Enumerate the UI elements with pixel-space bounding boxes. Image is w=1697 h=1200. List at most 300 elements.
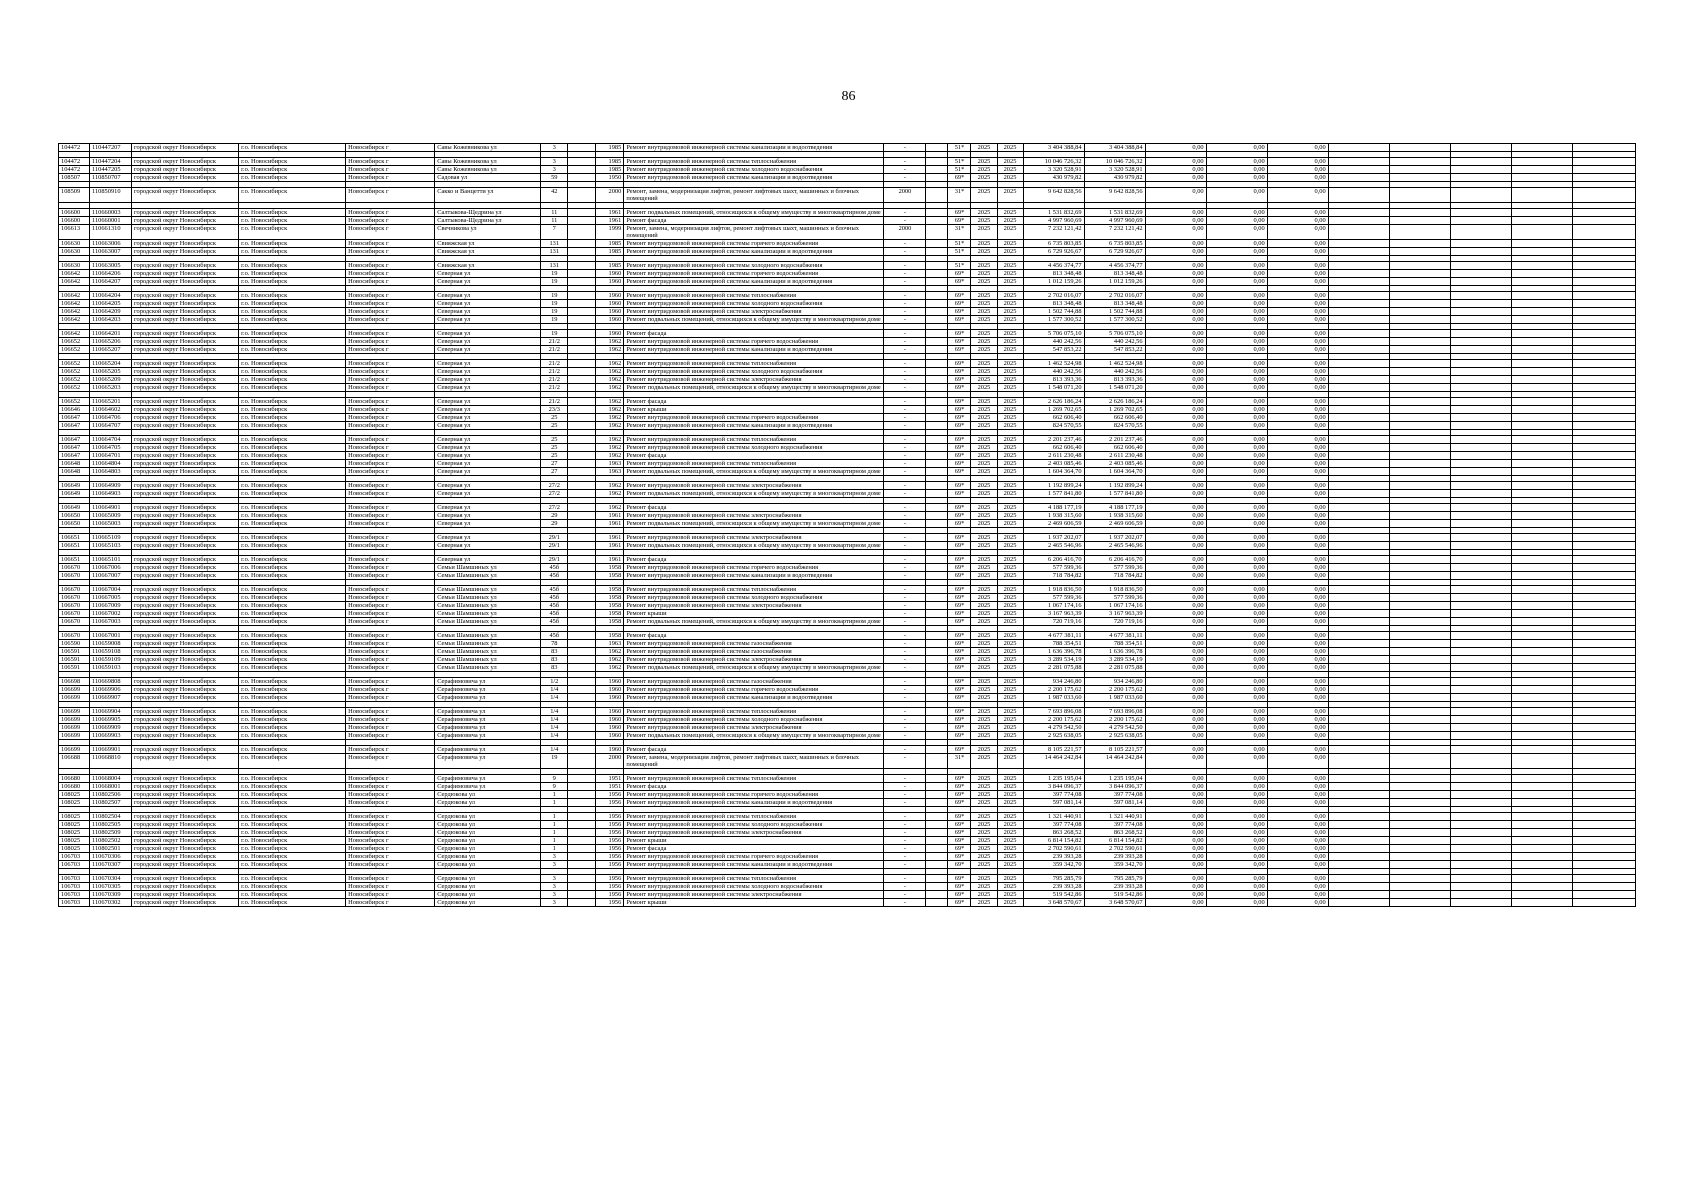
- federal-funds-cell: 0,00: [1145, 444, 1206, 452]
- empty-cell: [568, 594, 596, 602]
- house-id-cell: 106703: [59, 883, 90, 891]
- house-number-cell: 83: [541, 664, 568, 672]
- plan-start-year-cell: 2025: [971, 217, 997, 225]
- municipality-cell: городской округ Новосибирск: [132, 248, 239, 256]
- house-id-cell: 106591: [59, 656, 90, 664]
- federal-funds-cell: 0,00: [1145, 217, 1206, 225]
- federal-funds-cell: 0,00: [1145, 460, 1206, 468]
- empty-cell: [1450, 799, 1511, 807]
- work-type-cell: Ремонт подвальных помещений, относящихся к общему имуществу в многоквартирном доме: [624, 618, 884, 626]
- settlement-cell: г.о. Новосибирск: [239, 572, 346, 580]
- wear-percent-cell: 69*: [948, 209, 971, 217]
- total-cost-cell: 239 393,28: [1023, 853, 1084, 861]
- lift-year-cell: -: [884, 678, 926, 686]
- local-funds-cell: 0,00: [1267, 724, 1328, 732]
- total-cost-cell: 7 693 896,08: [1023, 708, 1084, 716]
- empty-cell: [1328, 398, 1389, 406]
- municipality-cell: городской округ Новосибирск: [132, 460, 239, 468]
- street-cell: Северная ул: [435, 308, 541, 316]
- empty-cell: [1511, 278, 1572, 286]
- build-year-cell: 1956: [596, 813, 624, 821]
- table-row: [59, 188, 1636, 203]
- municipality-cell: городской округ Новосибирск: [132, 678, 239, 686]
- empty-cell: [568, 278, 596, 286]
- plan-start-year-cell: 2025: [971, 452, 997, 460]
- empty-cell: [1511, 602, 1572, 610]
- local-funds-cell: 0,00: [1267, 845, 1328, 853]
- plan-end-year-cell: 2025: [997, 512, 1023, 520]
- empty-cell: [1572, 586, 1635, 594]
- wear-percent-cell: 51*: [948, 240, 971, 248]
- lift-year-cell: -: [884, 594, 926, 602]
- local-funds-cell: 0,00: [1267, 708, 1328, 716]
- federal-funds-cell: 0,00: [1145, 300, 1206, 308]
- empty-cell: [568, 542, 596, 550]
- budget-cost-cell: 10 046 726,32: [1084, 158, 1145, 166]
- empty-cell: [926, 648, 948, 656]
- empty-cell: [926, 316, 948, 324]
- settlement-cell: г.о. Новосибирск: [239, 468, 346, 476]
- house-id-cell: 108025: [59, 829, 90, 837]
- federal-funds-cell: 0,00: [1145, 542, 1206, 550]
- table-row: [59, 482, 1636, 490]
- municipality-cell: городской округ Новосибирск: [132, 436, 239, 444]
- regional-funds-cell: 0,00: [1206, 708, 1267, 716]
- empty-cell: [568, 292, 596, 300]
- street-cell: Семьи Шамшиных ул: [435, 564, 541, 572]
- house-id-cell: 108025: [59, 799, 90, 807]
- table-row: [59, 270, 1636, 278]
- plan-end-year-cell: 2025: [997, 384, 1023, 392]
- regional-funds-cell: 0,00: [1206, 330, 1267, 338]
- regional-funds-cell: 0,00: [1206, 861, 1267, 869]
- municipality-cell: городской округ Новосибирск: [132, 821, 239, 829]
- build-year-cell: 1956: [596, 799, 624, 807]
- wear-percent-cell: 69*: [948, 708, 971, 716]
- house-id-cell: 106688: [59, 754, 90, 769]
- municipality-cell: городской округ Новосибирск: [132, 225, 239, 240]
- empty-cell: [1450, 853, 1511, 861]
- budget-cost-cell: 6 814 154,82: [1084, 837, 1145, 845]
- table-row: [59, 899, 1636, 907]
- build-year-cell: 1960: [596, 708, 624, 716]
- municipality-cell: городской округ Новосибирск: [132, 482, 239, 490]
- federal-funds-cell: 0,00: [1145, 225, 1206, 240]
- table-row: [59, 664, 1636, 672]
- empty-cell: [1389, 270, 1450, 278]
- work-code-cell: 110667002: [90, 610, 132, 618]
- build-year-cell: 1960: [596, 694, 624, 702]
- wear-percent-cell: 69*: [948, 270, 971, 278]
- house-id-cell: 106647: [59, 422, 90, 430]
- empty-cell: [1511, 490, 1572, 498]
- budget-cost-cell: 6 729 926,67: [1084, 248, 1145, 256]
- federal-funds-cell: 0,00: [1145, 648, 1206, 656]
- city-cell: Новосибирск г: [346, 837, 435, 845]
- house-id-cell: 106650: [59, 520, 90, 528]
- empty-cell: [1511, 166, 1572, 174]
- municipality-cell: городской округ Новосибирск: [132, 368, 239, 376]
- empty-cell: [568, 444, 596, 452]
- empty-cell: [926, 158, 948, 166]
- plan-start-year-cell: 2025: [971, 248, 997, 256]
- work-type-cell: Ремонт внутридомовой инженерной системы холодного водоснабжения: [624, 262, 884, 270]
- house-number-cell: 45б: [541, 594, 568, 602]
- build-year-cell: 1956: [596, 899, 624, 907]
- empty-cell: [1511, 618, 1572, 626]
- city-cell: Новосибирск г: [346, 678, 435, 686]
- regional-funds-cell: 0,00: [1206, 166, 1267, 174]
- total-cost-cell: 1 321 440,91: [1023, 813, 1084, 821]
- regional-funds-cell: 0,00: [1206, 845, 1267, 853]
- budget-cost-cell: 547 853,22: [1084, 346, 1145, 354]
- table-row: [59, 542, 1636, 550]
- empty-cell: [1389, 217, 1450, 225]
- empty-cell: [926, 640, 948, 648]
- regional-funds-cell: 0,00: [1206, 217, 1267, 225]
- wear-percent-cell: 69*: [948, 217, 971, 225]
- total-cost-cell: 824 570,55: [1023, 422, 1084, 430]
- street-cell: Северная ул: [435, 460, 541, 468]
- table-row: [59, 678, 1636, 686]
- empty-cell: [1572, 452, 1635, 460]
- total-cost-cell: 7 232 121,42: [1023, 225, 1084, 240]
- street-cell: Сердюкова ул: [435, 829, 541, 837]
- empty-cell: [1511, 444, 1572, 452]
- empty-cell: [926, 174, 948, 182]
- empty-cell: [568, 640, 596, 648]
- work-type-cell: Ремонт внутридомовой инженерной системы электроснабжения: [624, 512, 884, 520]
- city-cell: Новосибирск г: [346, 586, 435, 594]
- federal-funds-cell: 0,00: [1145, 384, 1206, 392]
- budget-cost-cell: 1 548 071,20: [1084, 384, 1145, 392]
- local-funds-cell: 0,00: [1267, 188, 1328, 203]
- empty-cell: [1572, 875, 1635, 883]
- house-number-cell: 27/2: [541, 482, 568, 490]
- plan-start-year-cell: 2025: [971, 262, 997, 270]
- empty-cell: [1572, 783, 1635, 791]
- federal-funds-cell: 0,00: [1145, 144, 1206, 152]
- work-type-cell: Ремонт внутридомовой инженерной системы электроснабжения: [624, 308, 884, 316]
- budget-cost-cell: 597 081,14: [1084, 799, 1145, 807]
- plan-end-year-cell: 2025: [997, 422, 1023, 430]
- empty-cell: [568, 368, 596, 376]
- empty-cell: [1450, 632, 1511, 640]
- regional-funds-cell: 0,00: [1206, 732, 1267, 740]
- empty-cell: [1511, 482, 1572, 490]
- plan-start-year-cell: 2025: [971, 436, 997, 444]
- street-cell: Серафимовича ул: [435, 724, 541, 732]
- table-row: [59, 875, 1636, 883]
- house-id-cell: 106652: [59, 376, 90, 384]
- city-cell: Новосибирск г: [346, 270, 435, 278]
- empty-cell: [1328, 534, 1389, 542]
- wear-percent-cell: 69*: [948, 891, 971, 899]
- empty-cell: [1572, 188, 1635, 203]
- budget-cost-cell: 6 206 416,70: [1084, 556, 1145, 564]
- total-cost-cell: 6 206 416,70: [1023, 556, 1084, 564]
- plan-start-year-cell: 2025: [971, 853, 997, 861]
- table-row: [59, 821, 1636, 829]
- settlement-cell: г.о. Новосибирск: [239, 422, 346, 430]
- house-id-cell: 106699: [59, 732, 90, 740]
- house-id-cell: 108509: [59, 188, 90, 203]
- empty-cell: [1328, 678, 1389, 686]
- plan-end-year-cell: 2025: [997, 504, 1023, 512]
- work-code-cell: 110802506: [90, 791, 132, 799]
- empty-cell: [926, 594, 948, 602]
- lift-year-cell: -: [884, 316, 926, 324]
- empty-cell: [926, 556, 948, 564]
- empty-cell: [1511, 308, 1572, 316]
- empty-cell: [1389, 542, 1450, 550]
- municipality-cell: городской округ Новосибирск: [132, 791, 239, 799]
- work-code-cell: 110670307: [90, 861, 132, 869]
- settlement-cell: г.о. Новосибирск: [239, 460, 346, 468]
- work-type-cell: Ремонт внутридомовой инженерной системы холодного водоснабжения: [624, 821, 884, 829]
- settlement-cell: г.о. Новосибирск: [239, 188, 346, 203]
- work-type-cell: Ремонт внутридомовой инженерной системы канализации и водоотведения: [624, 346, 884, 354]
- local-funds-cell: 0,00: [1267, 678, 1328, 686]
- build-year-cell: 1958: [596, 610, 624, 618]
- empty-cell: [926, 520, 948, 528]
- empty-cell: [1389, 732, 1450, 740]
- city-cell: Новосибирск г: [346, 308, 435, 316]
- federal-funds-cell: 0,00: [1145, 586, 1206, 594]
- municipality-cell: городской округ Новосибирск: [132, 406, 239, 414]
- wear-percent-cell: 69*: [948, 520, 971, 528]
- empty-cell: [1572, 754, 1635, 769]
- work-type-cell: Ремонт внутридомовой инженерной системы теплоснабжения: [624, 436, 884, 444]
- empty-cell: [926, 225, 948, 240]
- municipality-cell: городской округ Новосибирск: [132, 384, 239, 392]
- wear-percent-cell: 69*: [948, 360, 971, 368]
- house-id-cell: 106703: [59, 891, 90, 899]
- empty-cell: [1328, 861, 1389, 869]
- work-type-cell: Ремонт подвальных помещений, относящихся к общему имуществу в многоквартирном доме: [624, 520, 884, 528]
- empty-cell: [926, 217, 948, 225]
- wear-percent-cell: 69*: [948, 724, 971, 732]
- empty-cell: [1450, 829, 1511, 837]
- empty-cell: [568, 754, 596, 769]
- budget-cost-cell: 440 242,56: [1084, 338, 1145, 346]
- plan-start-year-cell: 2025: [971, 278, 997, 286]
- empty-cell: [926, 452, 948, 460]
- work-code-cell: 110665109: [90, 534, 132, 542]
- street-cell: Савы Кожевникова ул: [435, 144, 541, 152]
- plan-end-year-cell: 2025: [997, 732, 1023, 740]
- house-number-cell: 29/1: [541, 542, 568, 550]
- work-code-cell: 110664707: [90, 422, 132, 430]
- empty-cell: [1450, 694, 1511, 702]
- local-funds-cell: 0,00: [1267, 754, 1328, 769]
- empty-cell: [1450, 225, 1511, 240]
- empty-cell: [926, 308, 948, 316]
- local-funds-cell: 0,00: [1267, 783, 1328, 791]
- empty-cell: [1572, 166, 1635, 174]
- house-id-cell: 106698: [59, 678, 90, 686]
- empty-cell: [1328, 837, 1389, 845]
- federal-funds-cell: 0,00: [1145, 158, 1206, 166]
- plan-end-year-cell: 2025: [997, 861, 1023, 869]
- plan-end-year-cell: 2025: [997, 376, 1023, 384]
- local-funds-cell: 0,00: [1267, 460, 1328, 468]
- plan-start-year-cell: 2025: [971, 384, 997, 392]
- empty-cell: [568, 883, 596, 891]
- work-type-cell: Ремонт подвальных помещений, относящихся к общему имуществу в многоквартирном доме: [624, 468, 884, 476]
- wear-percent-cell: 69*: [948, 813, 971, 821]
- regional-funds-cell: 0,00: [1206, 534, 1267, 542]
- budget-cost-cell: 2 611 230,48: [1084, 452, 1145, 460]
- regional-funds-cell: 0,00: [1206, 891, 1267, 899]
- build-year-cell: 1961: [596, 209, 624, 217]
- plan-end-year-cell: 2025: [997, 209, 1023, 217]
- total-cost-cell: 1 938 315,60: [1023, 512, 1084, 520]
- empty-cell: [1511, 158, 1572, 166]
- street-cell: Северная ул: [435, 482, 541, 490]
- regional-funds-cell: 0,00: [1206, 338, 1267, 346]
- federal-funds-cell: 0,00: [1145, 512, 1206, 520]
- street-cell: Семьи Шамшиных ул: [435, 656, 541, 664]
- empty-cell: [1389, 572, 1450, 580]
- table-row: [59, 783, 1636, 791]
- plan-end-year-cell: 2025: [997, 436, 1023, 444]
- empty-cell: [1389, 209, 1450, 217]
- work-code-cell: 110669901: [90, 746, 132, 754]
- street-cell: Семьи Шамшиных ул: [435, 610, 541, 618]
- plan-end-year-cell: 2025: [997, 875, 1023, 883]
- total-cost-cell: 1 548 071,20: [1023, 384, 1084, 392]
- empty-cell: [568, 512, 596, 520]
- empty-cell: [926, 542, 948, 550]
- budget-cost-cell: 7 232 121,42: [1084, 225, 1145, 240]
- federal-funds-cell: 0,00: [1145, 482, 1206, 490]
- table-row: [59, 732, 1636, 740]
- empty-cell: [568, 330, 596, 338]
- empty-cell: [1511, 468, 1572, 476]
- regional-funds-cell: 0,00: [1206, 586, 1267, 594]
- plan-end-year-cell: 2025: [997, 248, 1023, 256]
- plan-start-year-cell: 2025: [971, 460, 997, 468]
- street-cell: Северная ул: [435, 468, 541, 476]
- work-type-cell: Ремонт внутридомовой инженерной системы холодного водоснабжения: [624, 883, 884, 891]
- table-row: [59, 656, 1636, 664]
- work-type-cell: Ремонт внутридомовой инженерной системы канализации и водоотведения: [624, 799, 884, 807]
- lift-year-cell: -: [884, 452, 926, 460]
- build-year-cell: 1961: [596, 217, 624, 225]
- settlement-cell: г.о. Новосибирск: [239, 829, 346, 837]
- empty-cell: [1572, 775, 1635, 783]
- house-id-cell: 108025: [59, 845, 90, 853]
- street-cell: Сердюкова ул: [435, 845, 541, 853]
- budget-cost-cell: 14 464 242,84: [1084, 754, 1145, 769]
- table-row: [59, 724, 1636, 732]
- plan-end-year-cell: 2025: [997, 270, 1023, 278]
- empty-cell: [1511, 746, 1572, 754]
- total-cost-cell: 813 348,48: [1023, 300, 1084, 308]
- local-funds-cell: 0,00: [1267, 452, 1328, 460]
- empty-cell: [926, 490, 948, 498]
- work-type-cell: Ремонт подвальных помещений, относящихся к общему имуществу в многоквартирном доме: [624, 209, 884, 217]
- street-cell: Семьи Шамшиных ул: [435, 648, 541, 656]
- street-cell: Свияжская ул: [435, 248, 541, 256]
- house-number-cell: 45б: [541, 602, 568, 610]
- local-funds-cell: 0,00: [1267, 640, 1328, 648]
- local-funds-cell: 0,00: [1267, 270, 1328, 278]
- work-code-cell: 110668810: [90, 754, 132, 769]
- work-code-cell: 110669906: [90, 686, 132, 694]
- wear-percent-cell: 69*: [948, 791, 971, 799]
- empty-cell: [1572, 564, 1635, 572]
- lift-year-cell: -: [884, 783, 926, 791]
- empty-cell: [1511, 452, 1572, 460]
- settlement-cell: г.о. Новосибирск: [239, 556, 346, 564]
- wear-percent-cell: 69*: [948, 460, 971, 468]
- empty-cell: [1389, 829, 1450, 837]
- empty-cell: [1450, 398, 1511, 406]
- empty-cell: [568, 166, 596, 174]
- budget-cost-cell: 4 456 374,77: [1084, 262, 1145, 270]
- empty-cell: [1328, 853, 1389, 861]
- settlement-cell: г.о. Новосибирск: [239, 452, 346, 460]
- house-number-cell: 1: [541, 821, 568, 829]
- empty-cell: [1511, 694, 1572, 702]
- empty-cell: [926, 708, 948, 716]
- regional-funds-cell: 0,00: [1206, 594, 1267, 602]
- work-type-cell: Ремонт внутридомовой инженерной системы горячего водоснабжения: [624, 853, 884, 861]
- lift-year-cell: -: [884, 308, 926, 316]
- house-id-cell: 106680: [59, 783, 90, 791]
- work-type-cell: Ремонт внутридомовой инженерной системы электроснабжения: [624, 724, 884, 732]
- table-row: [59, 225, 1636, 240]
- empty-cell: [926, 724, 948, 732]
- empty-cell: [568, 586, 596, 594]
- total-cost-cell: 1 502 744,88: [1023, 308, 1084, 316]
- lift-year-cell: -: [884, 398, 926, 406]
- empty-cell: [926, 716, 948, 724]
- local-funds-cell: 0,00: [1267, 610, 1328, 618]
- municipality-cell: городской округ Новосибирск: [132, 520, 239, 528]
- total-cost-cell: 577 599,36: [1023, 594, 1084, 602]
- table-row: [59, 746, 1636, 754]
- municipality-cell: городской округ Новосибирск: [132, 648, 239, 656]
- work-code-cell: 110802504: [90, 813, 132, 821]
- wear-percent-cell: 69*: [948, 899, 971, 907]
- settlement-cell: г.о. Новосибирск: [239, 716, 346, 724]
- municipality-cell: городской округ Новосибирск: [132, 338, 239, 346]
- empty-cell: [1572, 899, 1635, 907]
- municipality-cell: городской округ Новосибирск: [132, 837, 239, 845]
- empty-cell: [1572, 240, 1635, 248]
- work-type-cell: Ремонт внутридомовой инженерной системы электроснабжения: [624, 656, 884, 664]
- federal-funds-cell: 0,00: [1145, 594, 1206, 602]
- house-id-cell: 106670: [59, 602, 90, 610]
- street-cell: Савы Кожевникова ул: [435, 166, 541, 174]
- empty-cell: [568, 791, 596, 799]
- empty-cell: [926, 384, 948, 392]
- empty-cell: [1328, 422, 1389, 430]
- empty-cell: [568, 853, 596, 861]
- empty-cell: [1511, 716, 1572, 724]
- work-type-cell: Ремонт внутридомовой инженерной системы канализации и водоотведения: [624, 144, 884, 152]
- regional-funds-cell: 0,00: [1206, 384, 1267, 392]
- plan-end-year-cell: 2025: [997, 556, 1023, 564]
- empty-cell: [926, 368, 948, 376]
- lift-year-cell: -: [884, 586, 926, 594]
- plan-end-year-cell: 2025: [997, 188, 1023, 203]
- empty-cell: [1389, 520, 1450, 528]
- regional-funds-cell: 0,00: [1206, 346, 1267, 354]
